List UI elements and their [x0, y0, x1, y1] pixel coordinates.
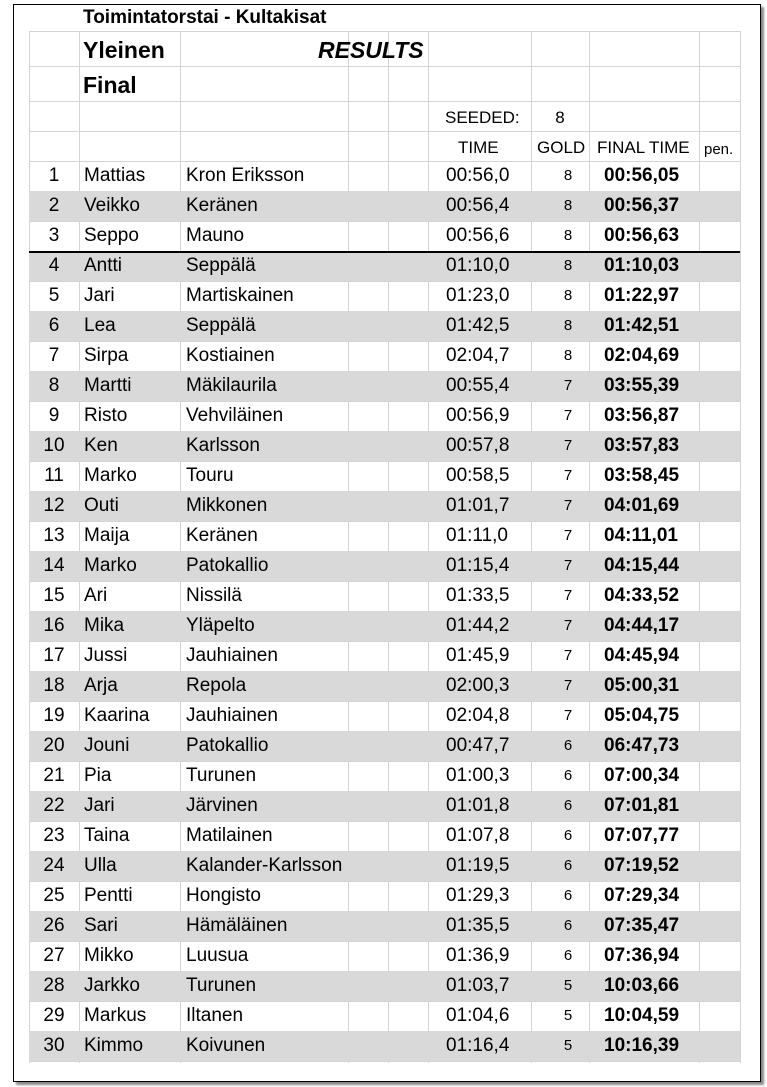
- rank-cell: 10: [43, 435, 65, 456]
- rank-cell: 19: [43, 705, 65, 726]
- table-row: [29, 1001, 740, 1031]
- first-name-cell: Veikko: [84, 195, 140, 216]
- last-name-cell: Yläpelto: [186, 615, 255, 636]
- first-name-cell: Markus: [84, 1005, 147, 1026]
- time-cell: 00:57,8: [446, 435, 510, 456]
- final-time-cell: 05:00,31: [604, 675, 680, 696]
- final-time-cell: 07:07,77: [604, 825, 680, 846]
- time-cell: 01:33,5: [446, 585, 510, 606]
- final-time-cell: 03:56,87: [604, 405, 680, 426]
- last-name-cell: Touru: [186, 465, 234, 486]
- gold-cell: 8: [563, 197, 573, 214]
- final-time-cell: 03:58,45: [604, 465, 680, 486]
- last-name-cell: Luusua: [186, 945, 249, 966]
- time-cell: 01:42,5: [446, 315, 510, 336]
- last-name-cell: Turunen: [186, 975, 257, 996]
- results-sheet: [13, 4, 761, 1082]
- table-row: [29, 941, 740, 971]
- grid-row-line: [29, 31, 740, 32]
- final-time-cell: 10:04,59: [604, 1005, 680, 1026]
- final-time-cell: 00:56,63: [604, 225, 680, 246]
- time-cell: 01:01,7: [446, 495, 510, 516]
- gold-cell: 6: [563, 857, 573, 874]
- time-cell: 01:16,4: [446, 1035, 510, 1056]
- grid-row-line: [29, 66, 740, 67]
- last-name-cell: Patokallio: [186, 555, 269, 576]
- first-name-cell: Sari: [84, 915, 118, 936]
- table-row: [29, 911, 740, 941]
- last-name-cell: Keränen: [186, 195, 258, 216]
- time-cell: 02:04,7: [446, 345, 510, 366]
- gold-cell: 8: [563, 317, 573, 334]
- time-cell: 00:56,9: [446, 405, 510, 426]
- time-cell: 02:04,8: [446, 705, 510, 726]
- rank-cell: 14: [43, 555, 65, 576]
- time-cell: 01:03,7: [446, 975, 510, 996]
- table-row: [29, 251, 740, 281]
- rank-cell: 22: [43, 795, 65, 816]
- last-name-cell: Mäkilaurila: [186, 375, 277, 396]
- table-row: [29, 881, 740, 911]
- table-row: [29, 581, 740, 611]
- final-time-cell: 04:15,44: [604, 555, 680, 576]
- first-name-cell: Sirpa: [84, 345, 129, 366]
- first-name-cell: Seppo: [84, 225, 139, 246]
- first-name-cell: Mikko: [84, 945, 134, 966]
- rank-cell: 5: [48, 285, 60, 306]
- rank-cell: 27: [43, 945, 65, 966]
- final-time-cell: 10:03,66: [604, 975, 680, 996]
- rank-cell: 6: [48, 315, 60, 336]
- table-row: [29, 491, 740, 521]
- table-row: [29, 551, 740, 581]
- final-time-cell: 07:01,81: [604, 795, 680, 816]
- final-time-cell: 04:45,94: [604, 645, 680, 666]
- final-time-cell: 00:56,05: [604, 165, 680, 186]
- first-name-cell: Marko: [84, 555, 137, 576]
- time-cell: 01:36,9: [446, 945, 510, 966]
- table-row: [29, 191, 740, 221]
- table-row: [29, 341, 740, 371]
- gold-cell: 8: [563, 347, 573, 364]
- first-name-cell: Jussi: [84, 645, 128, 666]
- first-name-cell: Ken: [84, 435, 118, 456]
- table-row: [29, 641, 740, 671]
- gold-cell: 6: [563, 947, 573, 964]
- last-name-cell: Matilainen: [186, 825, 273, 846]
- time-cell: 00:56,0: [446, 165, 510, 186]
- final-time-cell: 01:22,97: [604, 285, 680, 306]
- last-name-cell: Seppälä: [186, 255, 256, 276]
- col-header-time: TIME: [458, 138, 499, 157]
- time-cell: 01:10,0: [446, 255, 510, 276]
- time-cell: 01:44,2: [446, 615, 510, 636]
- last-name-cell: Hongisto: [186, 885, 261, 906]
- time-cell: 01:35,5: [446, 915, 510, 936]
- rank-cell: 17: [43, 645, 65, 666]
- gold-cell: 8: [563, 167, 573, 184]
- time-cell: 01:29,3: [446, 885, 510, 906]
- first-name-cell: Maija: [84, 525, 130, 546]
- gold-cell: 6: [563, 887, 573, 904]
- first-name-cell: Arja: [84, 675, 118, 696]
- time-cell: 01:04,6: [446, 1005, 510, 1026]
- time-cell: 00:47,7: [446, 735, 510, 756]
- time-cell: 00:56,6: [446, 225, 510, 246]
- table-row: [29, 461, 740, 491]
- first-name-cell: Ulla: [84, 855, 117, 876]
- gold-cell: 7: [563, 497, 573, 514]
- final-time-cell: 07:19,52: [604, 855, 680, 876]
- rank-cell: 13: [43, 525, 65, 546]
- final-time-cell: 04:44,17: [604, 615, 680, 636]
- time-cell: 01:15,4: [446, 555, 510, 576]
- rank-cell: 23: [43, 825, 65, 846]
- results-heading: RESULTS: [318, 37, 424, 63]
- table-row: [29, 521, 740, 551]
- last-name-cell: Mikkonen: [186, 495, 268, 516]
- table-row: [29, 371, 740, 401]
- last-name-cell: Iltanen: [186, 1005, 244, 1026]
- last-name-cell: Kron Eriksson: [186, 165, 305, 186]
- last-name-cell: Jauhiainen: [186, 645, 278, 666]
- rank-cell: 28: [43, 975, 65, 996]
- last-name-cell: Mauno: [186, 225, 245, 246]
- last-name-cell: Vehviläinen: [186, 405, 284, 426]
- gold-cell: 7: [563, 527, 573, 544]
- final-time-cell: 01:10,03: [604, 255, 680, 276]
- gold-cell: 7: [563, 557, 573, 574]
- category-title: Yleinen: [83, 37, 165, 63]
- rank-cell: 15: [43, 585, 65, 606]
- rank-cell: 26: [43, 915, 65, 936]
- rank-cell: 4: [48, 255, 60, 276]
- gold-cell: 8: [563, 257, 573, 274]
- rank-cell: 12: [43, 495, 65, 516]
- rank-cell: 11: [44, 465, 64, 486]
- table-row: [29, 731, 740, 761]
- table-row: [29, 611, 740, 641]
- final-time-cell: 07:36,94: [604, 945, 680, 966]
- rank-cell: 25: [43, 885, 65, 906]
- gold-cell: 6: [563, 767, 573, 784]
- gold-cell: 7: [563, 617, 573, 634]
- final-time-cell: 10:16,39: [604, 1035, 680, 1056]
- first-name-cell: Jarkko: [84, 975, 140, 996]
- gold-cell: 7: [563, 647, 573, 664]
- rank-cell: 7: [48, 345, 60, 366]
- first-name-cell: Marko: [84, 465, 137, 486]
- last-name-cell: Repola: [186, 675, 247, 696]
- first-name-cell: Antti: [84, 255, 123, 276]
- gold-cell: 7: [563, 587, 573, 604]
- gold-cell: 7: [563, 407, 573, 424]
- grid-column-line: [740, 31, 741, 1063]
- rank-cell: 16: [43, 615, 65, 636]
- last-name-cell: Hämäläinen: [186, 915, 288, 936]
- gold-cell: 6: [563, 797, 573, 814]
- first-name-cell: Outi: [84, 495, 119, 516]
- gold-cell: 7: [563, 437, 573, 454]
- gold-cell: 7: [563, 377, 573, 394]
- table-row: [29, 281, 740, 311]
- last-name-cell: Karlsson: [186, 435, 260, 456]
- time-cell: 00:58,5: [446, 465, 510, 486]
- time-cell: 01:11,0: [446, 525, 508, 546]
- seeded-value: 8: [555, 108, 565, 127]
- rank-cell: 30: [43, 1035, 65, 1056]
- time-cell: 01:19,5: [446, 855, 510, 876]
- grid-row-line: [29, 1061, 740, 1062]
- first-name-cell: Pia: [84, 765, 112, 786]
- rank-cell: 20: [43, 735, 65, 756]
- rank-cell: 9: [48, 405, 60, 426]
- gold-cell: 5: [563, 1007, 573, 1024]
- table-row: [29, 311, 740, 341]
- final-time-cell: 05:04,75: [604, 705, 680, 726]
- table-row: [29, 671, 740, 701]
- col-header-final-time: FINAL TIME: [597, 138, 690, 157]
- rank-cell: 1: [48, 165, 60, 186]
- table-row: [29, 1031, 740, 1061]
- final-time-cell: 01:42,51: [604, 315, 680, 336]
- podium-divider: [29, 251, 740, 253]
- final-time-cell: 00:56,37: [604, 195, 680, 216]
- table-row: [29, 791, 740, 821]
- last-name-cell: Jauhiainen: [186, 705, 278, 726]
- gold-cell: 6: [563, 917, 573, 934]
- table-row: [29, 851, 740, 881]
- table-row: [29, 401, 740, 431]
- time-cell: 01:00,3: [446, 765, 510, 786]
- gold-cell: 5: [563, 977, 573, 994]
- first-name-cell: Jouni: [84, 735, 130, 756]
- time-cell: 02:00,3: [446, 675, 510, 696]
- gold-cell: 5: [563, 1037, 573, 1054]
- table-row: [29, 431, 740, 461]
- final-time-cell: 04:11,01: [604, 525, 678, 546]
- final-time-cell: 06:47,73: [604, 735, 680, 756]
- last-name-cell: Kalander-Karlsson: [186, 855, 343, 876]
- rank-cell: 18: [43, 675, 65, 696]
- final-time-cell: 04:01,69: [604, 495, 680, 516]
- time-cell: 01:07,8: [446, 825, 510, 846]
- gold-cell: 7: [563, 707, 573, 724]
- grid-row-line: [29, 101, 740, 102]
- table-row: [29, 761, 740, 791]
- gold-cell: 8: [563, 287, 573, 304]
- col-header-gold: GOLD: [537, 138, 586, 157]
- final-time-cell: 07:35,47: [604, 915, 680, 936]
- rank-cell: 3: [48, 225, 60, 246]
- last-name-cell: Järvinen: [186, 795, 258, 816]
- time-cell: 01:45,9: [446, 645, 510, 666]
- first-name-cell: Pentti: [84, 885, 133, 906]
- seeded-label: SEEDED:: [445, 108, 520, 127]
- final-time-cell: 04:33,52: [604, 585, 680, 606]
- gold-cell: 8: [563, 227, 573, 244]
- final-time-cell: 03:55,39: [604, 375, 680, 396]
- last-name-cell: Patokallio: [186, 735, 269, 756]
- first-name-cell: Risto: [84, 405, 128, 426]
- rank-cell: 2: [48, 195, 60, 216]
- table-row: [29, 821, 740, 851]
- rank-cell: 21: [43, 765, 65, 786]
- first-name-cell: Mattias: [84, 165, 146, 186]
- first-name-cell: Kimmo: [84, 1035, 144, 1056]
- rank-cell: 8: [48, 375, 60, 396]
- last-name-cell: Kostiainen: [186, 345, 275, 366]
- first-name-cell: Jari: [84, 285, 115, 306]
- first-name-cell: Ari: [84, 585, 108, 606]
- first-name-cell: Taina: [84, 825, 130, 846]
- round-title: Final: [83, 72, 137, 98]
- table-row: [29, 971, 740, 1001]
- gold-cell: 6: [563, 827, 573, 844]
- rank-cell: 29: [43, 1005, 65, 1026]
- first-name-cell: Kaarina: [84, 705, 150, 726]
- final-time-cell: 02:04,69: [604, 345, 680, 366]
- last-name-cell: Martiskainen: [186, 285, 294, 306]
- time-cell: 01:23,0: [446, 285, 510, 306]
- first-name-cell: Mika: [84, 615, 125, 636]
- table-row: [29, 161, 740, 191]
- first-name-cell: Martti: [84, 375, 132, 396]
- last-name-cell: Keränen: [186, 525, 258, 546]
- first-name-cell: Jari: [84, 795, 115, 816]
- gold-cell: 6: [563, 737, 573, 754]
- first-name-cell: Lea: [84, 315, 116, 336]
- time-cell: 00:56,4: [446, 195, 510, 216]
- time-cell: 01:01,8: [446, 795, 510, 816]
- last-name-cell: Koivunen: [186, 1035, 266, 1056]
- time-cell: 00:55,4: [446, 375, 510, 396]
- final-time-cell: 07:29,34: [604, 885, 680, 906]
- gold-cell: 7: [563, 467, 573, 484]
- last-name-cell: Seppälä: [186, 315, 256, 336]
- last-name-cell: Nissilä: [186, 585, 242, 606]
- organizer-title: Toimintatorstai - Kultakisat: [83, 7, 327, 28]
- final-time-cell: 03:57,83: [604, 435, 680, 456]
- table-row: [29, 221, 740, 251]
- final-time-cell: 07:00,34: [604, 765, 680, 786]
- gold-cell: 7: [563, 677, 573, 694]
- last-name-cell: Turunen: [186, 765, 257, 786]
- grid-row-line: [29, 131, 740, 132]
- col-header-penalty: pen.: [704, 141, 734, 158]
- table-row: [29, 701, 740, 731]
- rank-cell: 24: [43, 855, 65, 876]
